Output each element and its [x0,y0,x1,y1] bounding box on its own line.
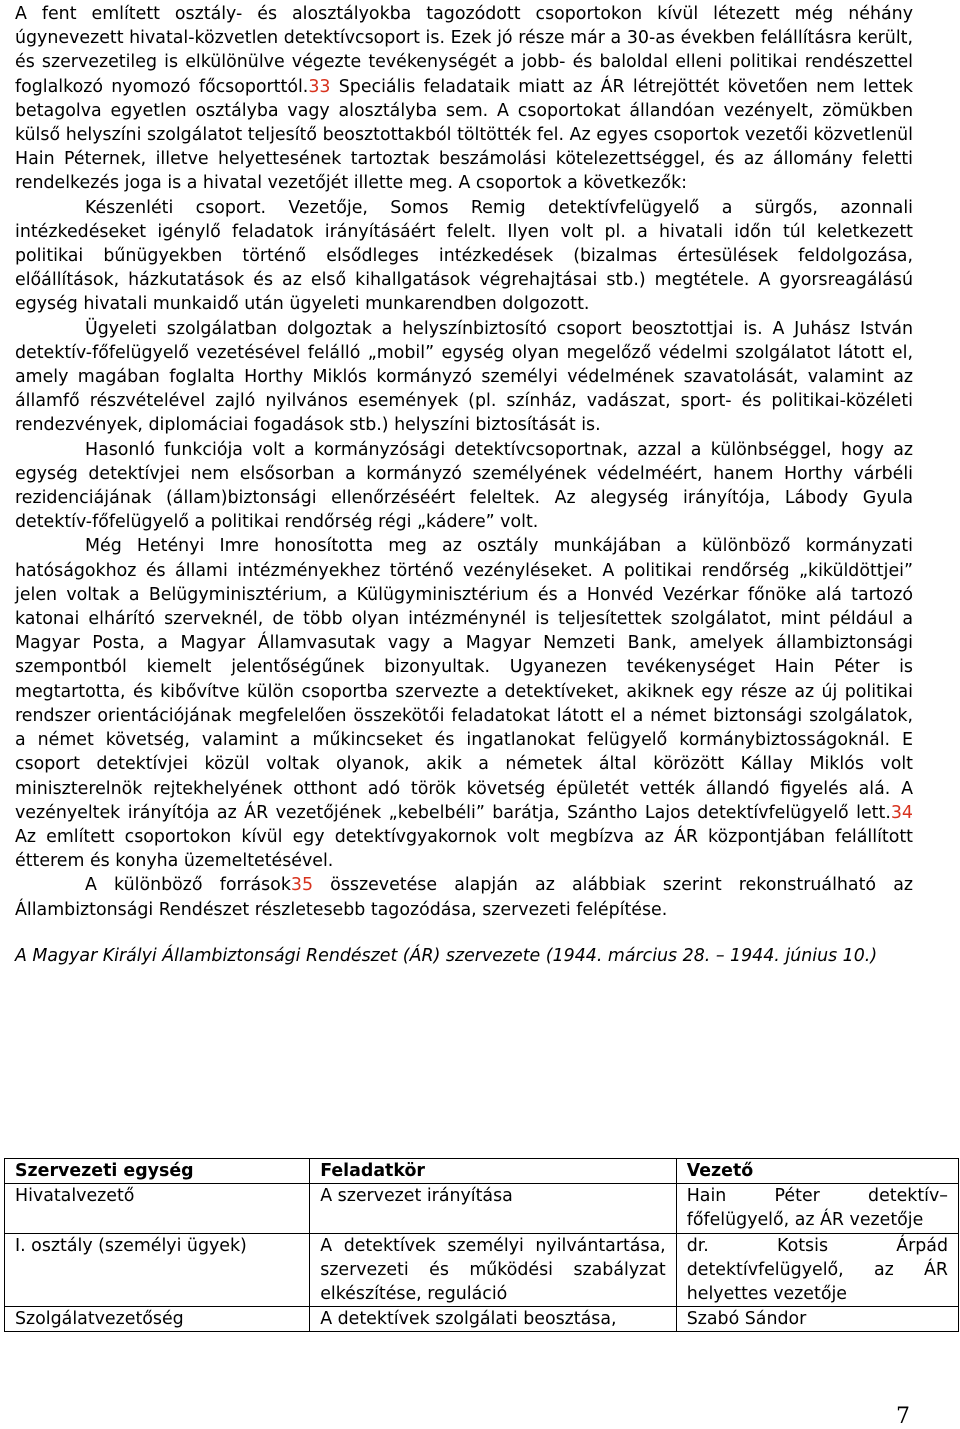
paragraph-1-text-b: Speciális feladataik miatt az ÁR létrejöttét követően nem lettek betagolva egyetlen osztályba vagy alosztályba sem. A csoportokat állandóan vezényelt, zömükben külső helyszíni szolgálatot teljesítő beosztottakból töltötték fel. Az egyes csoportok vezetői közvetlenül Hain Péternek, illetve helyettesének tartoztak beszámolási kötelezettséggel, és az állomány feletti rendelkezés joga is a hivatal vezetőjét illette meg. A csoportok a következők: [15,76,913,194]
page-number: 7 [896,1404,910,1429]
table-cell: Szolgálatvezetőség [5,1307,310,1332]
footnote-ref-35[interactable]: 35 [290,875,314,896]
table-row [5,1233,959,1307]
table-cell: Hain Péter detektív–főfelügyelő, az ÁR vezetője [676,1184,958,1233]
table-cell: Szabó Sándor [676,1307,958,1332]
table-cell: A detektívek személyi nyilvántartása, szervezeti és működési szabályzat elkészítése, reguláció [310,1233,677,1307]
header-unit: Szervezeti egység [5,1159,310,1184]
paragraph-6-text-b: összevetése alapján az alábbiak szerint rekonstruálható az Állambiztonsági Rendészet részletesebb tagozódása, szervezeti felépítése. [15,875,913,920]
paragraph-6-text-a: A különböző források [85,875,291,896]
footnote-ref-34[interactable]: 34 [890,802,913,823]
table-cell: I. osztály (személyi ügyek) [5,1233,310,1307]
table-cell: A szervezet irányítása [310,1184,677,1233]
paragraph-3: Ügyeleti szolgálatban dolgoztak a helyszínbiztosító csoport beosztottjai is. A Juhász István detektív-főfelügyelő vezetésével felálló „mobil” egység olyan megelőző védelmi szolgálatot látott el, amely magában foglalta Horthy Miklós kormányzó személyi védelmének szavatolását, valamint az államfő részvételével zajló nyilvános események (pl. színház, vadászat, sport- és politikai-közéleti rendezvények, diplomáciai fogadások stb.) helyszíni biztosítását is. [15,318,913,436]
paragraph-5-text-a: Még Hetényi Imre honosította meg az osztály munkájában a különböző kormányzati hatóságokhoz és állami intézményekhez történő vezényléseket. A politikai rendőrség „kiküldöttjei” jelen voltak a Belügyminisztérium, a Külügyminisztérium és a Honvéd Vezérkar főnöke alá tartozó katonai elhárító szerveknél, de több olyan intézménynél is teljesítettek szolgálatot, mint például a Magyar Posta, a Magyar Államvasutak vagy a Magyar Nemzeti Bank, amelyek állambiztonsági szempontból kiemelt jelentőségűnek bizonyultak. Ugyanezen tevékenységet Hain Péter is megtartotta, és kibővítve külön csoportba szervezte a detektíveket, akiknek egy része az új politikai rendszer orientációjának megfelelően összekötői feladatokat látott el a német biztonsági szolgálatok, a német követség, valamint a műkincseket és ingatlanokat felügyelő kormánybiztosságoknál. E csoport detektívjei közül voltak olyanok, akik a németek által körözött Kállay Miklós volt miniszterelnök rejtekhelyének otthont adó török követség épületét vették állandó figyelés alá. A vezényeltek irányítója az ÁR vezetőjének „kebelbéli” barátja, Szántho Lajos detektívfelügyelő lett. [15,536,913,823]
paragraph-5-text-b: Az említett csoportokon kívül egy detektívgyakornok volt megbízva az ÁR központjában felállított étterem és konyha üzemeltetésével. [15,826,913,872]
header-scope: Feladatkör [310,1159,677,1184]
table-row [5,1307,959,1332]
paragraph-4: Hasonló funkciója volt a kormányzósági detektívcsoportnak, azzal a különbséggel, hogy az egység detektívjei nem elsősorban a kormányzó személyének védelméért, hanem Horthy várbéli rezidenciájának (állam)biztonsági ellenőrzéséért feleltek. Az alegység irányítója, Lábody Gyula detektív-főfelügyelő a politikai rendőrség régi „kádere” volt. [15,439,913,533]
header-leader: Vezető [676,1159,958,1184]
paragraph-1-text-a: A fent említett osztály- és alosztályokba tagozódott csoportokon kívül létezett még néhány úgynevezett hivatal-közvetlen detektívcsoport is. Ezek jó része már a 30-as években felállításra került, és szervezetileg is elkülönülve végezte tevékenységét a jobb- és baloldal elleni politikai rendészettel foglalkozó nyomozó főcsoporttól. [15,4,913,97]
table-row [5,1184,959,1233]
paragraph-1 [15,2,913,196]
footnote-ref-33[interactable]: 33 [308,76,331,97]
paragraph-2: Készenléti csoport. Vezetője, Somos Remig detektívfelügyelő a sürgős, azonnali intézkedéseket igénylő feladatok irányításáért felelt. Ilyen volt pl. a hivatali időn túl keletkezett politikai bűnügyekben történő elsődleges intézkedések (bizalmas értesülések feldolgozása, előállítások, házkutatások és az első kihallgatások végrehajtásai stb.) megtétele. A gyorsreagálású egység hivatali munkaidő után ügyeleti munkarendben dolgozott. [15,197,913,315]
paragraph-5 [15,534,913,873]
table-cell: Hivatalvezető [5,1184,310,1233]
table-cell: dr. Kotsis Árpád detektívfelügyelő, az ÁR helyettes vezetője [676,1233,958,1307]
table-cell: A detektívek szolgálati beosztása, [310,1307,677,1332]
table-header-row [5,1159,959,1184]
document-body [15,2,913,968]
organization-table [4,1158,959,1332]
paragraph-6 [15,873,913,921]
table-caption: A Magyar Királyi Állambiztonsági Rendészet (ÁR) szervezete (1944. március 28. – 1944. június 10.) [15,945,878,966]
